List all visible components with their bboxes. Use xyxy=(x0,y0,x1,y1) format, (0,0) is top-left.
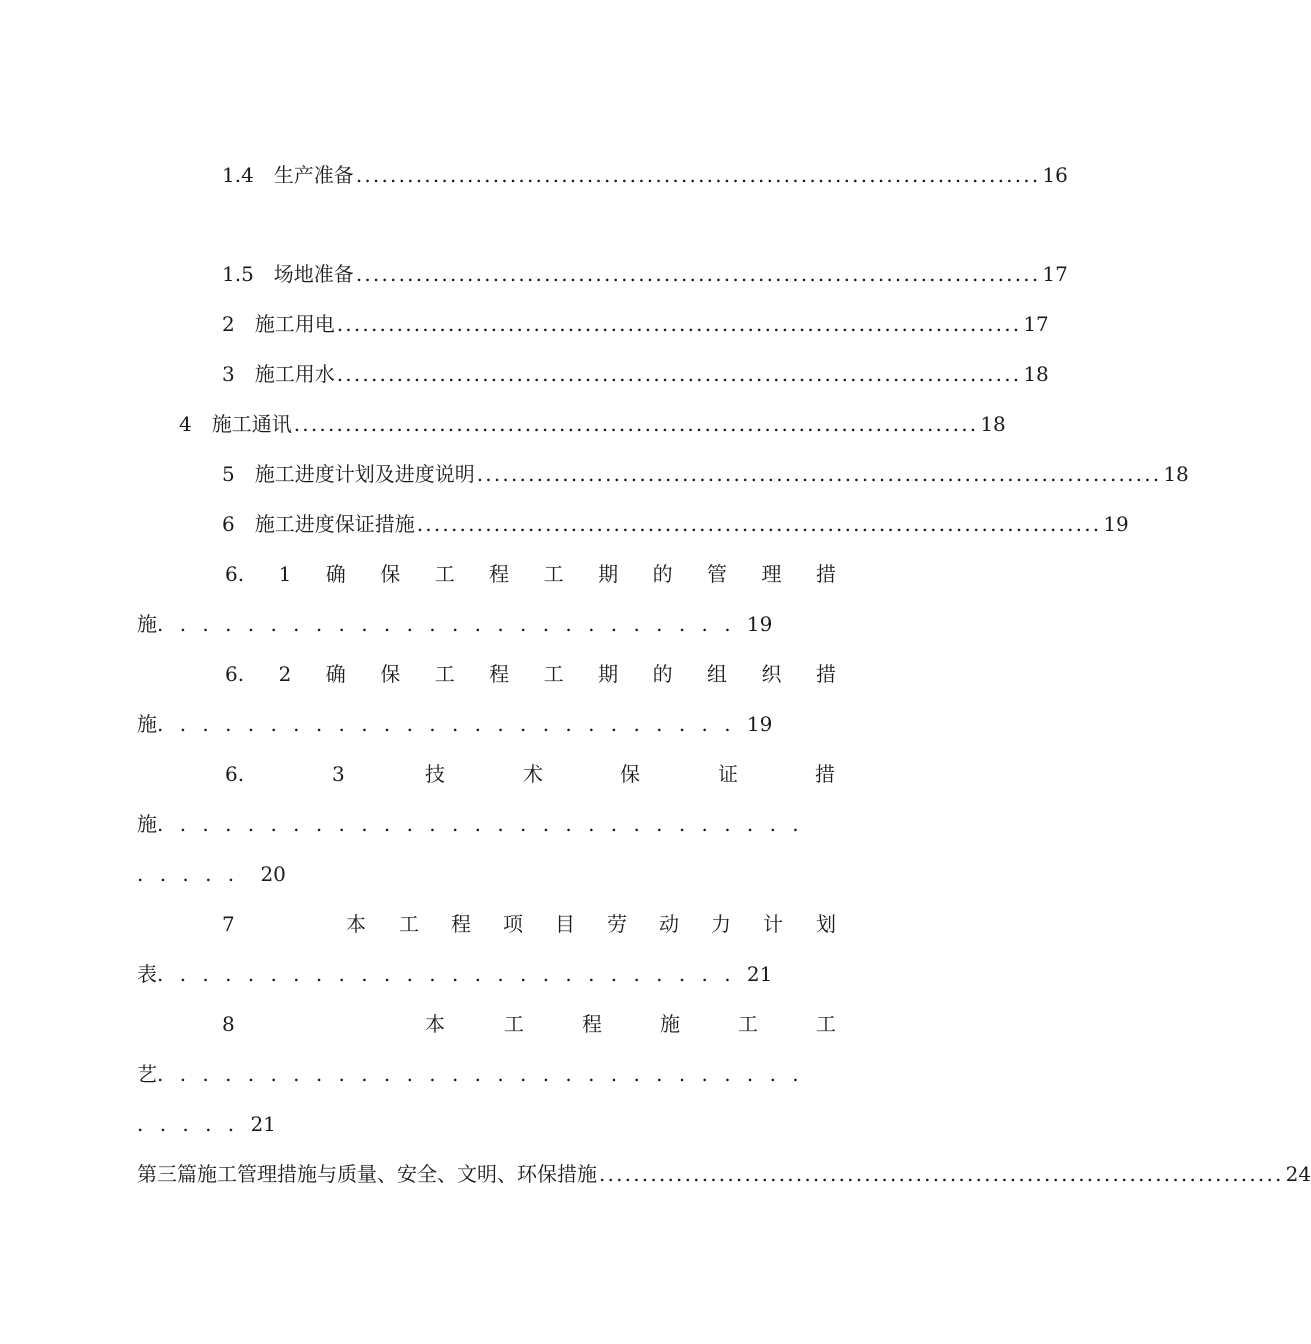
toc-leader: . . . . . . . . . . . . . . . . . . . . . . . . . . . . . xyxy=(157,1062,799,1086)
toc-leader: . . . . . xyxy=(137,1112,235,1136)
toc-text-part: 3 xyxy=(332,762,345,786)
toc-label: 4 施工通讯 xyxy=(179,412,292,436)
toc-leader: ................................................................................ xyxy=(336,312,1022,336)
toc-entry-8-line-1[interactable] xyxy=(222,1012,836,1036)
toc-entry-6-2-line-2[interactable] xyxy=(137,712,772,736)
toc-page-number: 19 xyxy=(746,612,773,636)
toc-text-part: 理 xyxy=(761,562,782,586)
toc-entry-6-1-line-2[interactable] xyxy=(137,612,772,636)
toc-text-part: 施 xyxy=(660,1012,680,1036)
toc-text-part: 组 xyxy=(707,662,728,686)
toc-text-part: 期 xyxy=(598,662,619,686)
toc-text-part: 期 xyxy=(598,562,619,586)
toc-entry-8-line-2[interactable] xyxy=(137,1062,815,1086)
toc-text-part: 项 xyxy=(503,912,523,936)
toc-text-part: 工 xyxy=(504,1012,524,1036)
toc-text-part: 工 xyxy=(434,562,455,586)
toc-text-part: 措 xyxy=(815,562,836,586)
toc-text-part: 的 xyxy=(652,562,673,586)
toc-text-part: 工 xyxy=(399,912,419,936)
toc-leader: ................................................................................ xyxy=(355,163,1041,187)
toc-leader: . . . . . xyxy=(137,862,235,886)
toc-entry-4[interactable] xyxy=(179,412,1006,436)
toc-text-part: 证 xyxy=(718,762,738,786)
toc-leader: ................................................................................ xyxy=(476,462,1162,486)
toc-text-part: 技 xyxy=(425,762,445,786)
toc-text-part: 措 xyxy=(815,662,836,686)
toc-label: 第三篇施工管理措施与质量、安全、文明、环保措施 xyxy=(137,1162,597,1186)
toc-text-part: 劳 xyxy=(607,912,627,936)
toc-text-part: 工 xyxy=(816,1012,836,1036)
toc-text-part: 保 xyxy=(380,662,401,686)
toc-text-part: 1 xyxy=(278,562,292,586)
toc-leader: ................................................................................ xyxy=(336,362,1022,386)
toc-entry-7-line-2[interactable] xyxy=(137,962,772,986)
toc-leader: . . . . . . . . . . . . . . . . . . . . . . . . . . xyxy=(157,712,731,736)
toc-page-number: 24 xyxy=(1285,1162,1311,1186)
toc-page-number: 19 xyxy=(1103,512,1129,536)
toc-text-part: 工 xyxy=(434,662,455,686)
toc-page-number: 17 xyxy=(1023,312,1049,336)
toc-page-number: 18 xyxy=(980,412,1006,436)
toc-leader: . . . . . . . . . . . . . . . . . . . . . . . . . . xyxy=(157,612,731,636)
toc-text-part: 计 xyxy=(763,912,783,936)
toc-leader: . . . . . . . . . . . . . . . . . . . . . . . . . . . . . xyxy=(157,812,799,836)
toc-entry-8-line-3[interactable] xyxy=(137,1112,276,1136)
toc-entry-6-1-line-1[interactable] xyxy=(225,562,836,586)
toc-text-part: 确 xyxy=(325,662,346,686)
toc-label: 1.5 场地准备 xyxy=(222,262,354,286)
toc-text-part: 保 xyxy=(620,762,640,786)
toc-entry-3[interactable] xyxy=(222,362,1049,386)
toc-entry-7-line-1[interactable] xyxy=(222,912,836,936)
toc-entry-6-3-line-3[interactable] xyxy=(137,862,286,886)
toc-page-number: 18 xyxy=(1023,362,1049,386)
toc-page-number: 19 xyxy=(746,712,773,736)
toc-text-part: 工 xyxy=(738,1012,758,1036)
toc-text-part: 术 xyxy=(523,762,543,786)
toc-text-part: 工 xyxy=(543,662,564,686)
toc-text-part: 7 xyxy=(222,912,235,936)
toc-entry-2[interactable] xyxy=(222,312,1049,336)
toc-label: 6 施工进度保证措施 xyxy=(222,512,415,536)
toc-text-part: 2 xyxy=(278,662,292,686)
toc-label: 1.4 生产准备 xyxy=(222,163,354,187)
toc-text-part: 管 xyxy=(707,562,728,586)
toc-page-number: 18 xyxy=(1163,462,1189,486)
toc-page-number: 21 xyxy=(746,962,773,986)
toc-leader: ................................................................................ xyxy=(293,412,979,436)
toc-entry-1-5[interactable] xyxy=(222,262,1068,286)
toc-entry-6-2-line-1[interactable] xyxy=(225,662,836,686)
toc-text-part: 本 xyxy=(346,912,366,936)
toc-entry-part-3[interactable] xyxy=(137,1162,1311,1186)
toc-text-part: 目 xyxy=(555,912,575,936)
toc-text-part: 程 xyxy=(451,912,471,936)
toc-entry-5[interactable] xyxy=(222,462,1189,486)
toc-text-part: 工 xyxy=(543,562,564,586)
toc-entry-1-4[interactable] xyxy=(222,163,1068,187)
toc-text-part: 6. xyxy=(225,762,245,786)
toc-entry-6-3-line-2[interactable] xyxy=(137,812,815,836)
toc-page-number: 17 xyxy=(1042,262,1068,286)
toc-text-part: 表 xyxy=(137,962,157,986)
toc-label: 5 施工进度计划及进度说明 xyxy=(222,462,475,486)
toc-text-part: 程 xyxy=(489,662,510,686)
toc-text-part: 确 xyxy=(325,562,346,586)
toc-text-part: 施 xyxy=(137,612,157,636)
toc-page-number: 20 xyxy=(260,862,286,886)
toc-text-part: 施 xyxy=(137,812,157,836)
toc-text-part: 动 xyxy=(659,912,679,936)
toc-leader: ................................................................................ xyxy=(599,1162,1284,1186)
toc-text-part: 程 xyxy=(582,1012,602,1036)
toc-text-part: 的 xyxy=(652,662,673,686)
toc-text-part: 力 xyxy=(711,912,731,936)
toc-entry-6-3-line-1[interactable] xyxy=(225,762,836,786)
toc-text-part: 8 xyxy=(222,1012,235,1036)
toc-text-part: 6. xyxy=(225,562,245,586)
toc-text-part: 程 xyxy=(489,562,510,586)
toc-leader: . . . . . . . . . . . . . . . . . . . . . . . . . . xyxy=(157,962,731,986)
toc-leader: ................................................................................ xyxy=(416,512,1102,536)
toc-leader: ................................................................................ xyxy=(355,262,1041,286)
toc-text-part: 织 xyxy=(761,662,782,686)
toc-entry-6[interactable] xyxy=(222,512,1129,536)
toc-text-part: 施 xyxy=(137,712,157,736)
toc-page-number: 16 xyxy=(1042,163,1068,187)
toc-text-part: 措 xyxy=(815,762,835,786)
toc-text-part: 艺 xyxy=(137,1062,157,1086)
toc-text-part: 本 xyxy=(425,1012,445,1036)
toc-text-part: 6. xyxy=(225,662,245,686)
toc-label: 3 施工用水 xyxy=(222,362,335,386)
toc-page-number: 21 xyxy=(250,1112,276,1136)
toc-text-part: 保 xyxy=(380,562,401,586)
toc-text-part: 划 xyxy=(816,912,836,936)
toc-label: 2 施工用电 xyxy=(222,312,335,336)
